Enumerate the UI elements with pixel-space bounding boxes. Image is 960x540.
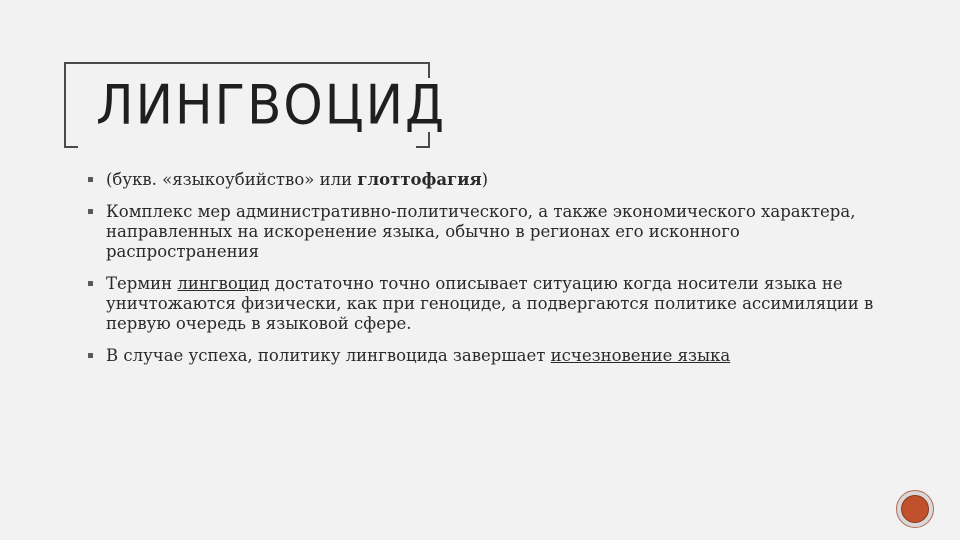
bullet-item-4 bbox=[88, 346, 878, 366]
square-bullet-icon bbox=[88, 177, 93, 182]
bullet-3-text-c: достаточно точно описывает ситуацию когда носители языка не уничтожаются физически, как при геноциде, а подвергаются политике ассимиляции в первую очередь в языковой сфере. bbox=[106, 274, 874, 333]
bullet-item-3 bbox=[88, 274, 878, 334]
square-bullet-icon bbox=[88, 353, 93, 358]
bullet-3-text-a: Термин bbox=[106, 274, 178, 293]
term-glottophagy: глоттофагия bbox=[357, 170, 482, 189]
bullet-2-text: Комплекс мер административно-политического, а также экономического характера, направленных на искоренение языка, обычно в регионах его исконного распространения bbox=[106, 202, 856, 261]
bullet-list bbox=[88, 170, 878, 378]
language-extinction-link[interactable]: исчезновение языка bbox=[550, 346, 731, 365]
bullet-4-text-a: В случае успеха, политику лингвоцида завершает bbox=[106, 346, 551, 365]
slide-title: ЛИНГВОЦИД bbox=[90, 78, 452, 132]
page-number-circle bbox=[901, 495, 929, 523]
square-bullet-icon bbox=[88, 281, 93, 286]
bullet-item-1 bbox=[88, 170, 878, 190]
page-number-badge bbox=[896, 490, 934, 528]
square-bullet-icon bbox=[88, 209, 93, 214]
bullet-1-text-c: ) bbox=[481, 170, 489, 189]
bullet-1-text-a: (букв. «языкоубийство» или bbox=[106, 170, 358, 189]
bullet-item-2 bbox=[88, 202, 878, 262]
linguicide-link[interactable]: лингвоцид bbox=[177, 274, 270, 293]
